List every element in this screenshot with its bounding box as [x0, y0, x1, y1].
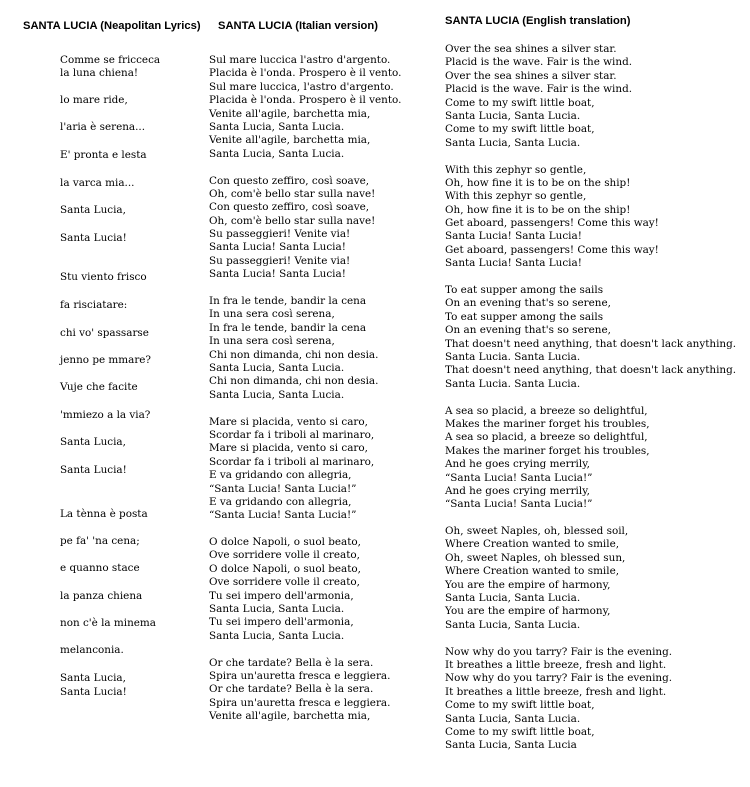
english-line: Where Creation wanted to smile, — [445, 565, 620, 578]
italian-line: Santa Lucia, Santa Lucia. — [209, 361, 345, 374]
english-line: Come to my swift little boat, — [445, 96, 595, 109]
italian-header: SANTA LUCIA (Italian version) — [218, 20, 378, 32]
neapolitan-line: fa risciatare: — [60, 299, 128, 311]
english-column — [445, 43, 736, 753]
english-line: Oh, sweet Naples, oh, blessed soil, — [445, 525, 629, 538]
neapolitan-line: pe fa' 'na cena; — [60, 535, 140, 547]
english-line: To eat supper among the sails — [445, 310, 604, 323]
neapolitan-line: la varca mia... — [60, 177, 135, 189]
english-line: Placid is the wave. Fair is the wind. — [445, 83, 633, 96]
english-line: With this zephyr so gentle, — [445, 190, 587, 203]
english-line: Santa Lucia. Santa Lucia. — [445, 350, 581, 363]
neapolitan-line: la luna chiena! — [60, 67, 139, 79]
english-line: “Santa Lucia! Santa Lucia!” — [445, 498, 593, 511]
italian-line: “Santa Lucia! Santa Lucia!” — [209, 509, 357, 522]
english-line: Over the sea shines a silver star. — [445, 69, 617, 82]
english-line: Santa Lucia. Santa Lucia. — [445, 377, 581, 390]
stanza-gap — [445, 632, 736, 645]
english-line: “Santa Lucia! Santa Lucia!” — [445, 471, 593, 484]
english-line: Over the sea shines a silver star. — [445, 43, 617, 55]
neapolitan-line: melanconia. — [60, 644, 124, 656]
english-line: Santa Lucia, Santa Lucia. — [445, 712, 581, 725]
italian-line: Or che tardate? Bella è la sera. — [209, 656, 374, 669]
italian-line: E va gridando con allegria, — [209, 495, 352, 508]
english-line: Get aboard, passengers! Come this way! — [445, 217, 659, 230]
italian-line: Tu sei impero dell'armonia, — [209, 616, 354, 629]
stanza-gap — [445, 150, 736, 163]
italian-line: Con questo zeffiro, così soave, — [209, 201, 370, 214]
italian-line: Venite all'agile, barchetta mia, — [209, 107, 371, 120]
italian-line: Mare si placida, vento si caro, — [209, 442, 368, 455]
italian-line: Santa Lucia, Santa Lucia. — [209, 388, 345, 401]
english-line: Santa Lucia! Santa Lucia! — [445, 257, 582, 270]
english-line: Santa Lucia, Santa Lucia. — [445, 109, 581, 122]
english-line: Now why do you tarry? Fair is the evening. — [445, 645, 673, 658]
neapolitan-line: Santa Lucia! — [60, 686, 127, 698]
neapolitan-line: l'aria è serena... — [60, 121, 146, 133]
english-line: On an evening that's so serene, — [445, 297, 611, 310]
english-line: Come to my swift little boat, — [445, 699, 595, 712]
italian-line: Santa Lucia! Santa Lucia! — [209, 241, 346, 254]
italian-line: Sul mare luccica, l'astro d'argento. — [209, 80, 394, 93]
italian-line: “Santa Lucia! Santa Lucia!” — [209, 482, 357, 495]
english-line: A sea so placid, a breeze so delightful, — [445, 431, 648, 444]
neapolitan-line: 'mmiezo a la via? — [60, 409, 151, 421]
english-line: Come to my swift little boat, — [445, 725, 595, 738]
italian-column — [209, 54, 401, 724]
italian-line: Sul mare luccica l'astro d'argento. — [209, 54, 391, 66]
english-line: On an evening that's so serene, — [445, 324, 611, 337]
english-line: And he goes crying merrily, — [445, 458, 590, 471]
italian-line: O dolce Napoli, o suol beato, — [209, 536, 361, 549]
english-line: Now why do you tarry? Fair is the evening. — [445, 672, 673, 685]
neapolitan-line: Santa Lucia, — [60, 436, 126, 448]
english-line: Makes the mariner forget his troubles, — [445, 417, 650, 430]
neapolitan-line: Santa Lucia! — [60, 464, 127, 476]
stanza-gap — [209, 282, 401, 295]
english-line: That doesn't need anything, that doesn't lack anything. — [445, 337, 737, 350]
stanza-gap — [209, 523, 401, 536]
italian-line: Con questo zeffiro, così soave, — [209, 174, 370, 187]
neapolitan-line: La tènna è posta — [60, 508, 148, 520]
italian-line: Santa Lucia, Santa Lucia. — [209, 147, 345, 160]
neapolitan-header: SANTA LUCIA (Neapolitan Lyrics) — [23, 20, 201, 32]
neapolitan-line: chi vo' spassarse — [60, 327, 149, 339]
italian-line: Oh, com'è bello star sulla nave! — [209, 214, 376, 227]
italian-line: Scordar fa i triboli al marinaro, — [209, 428, 375, 441]
italian-line: Chi non dimanda, chi non desia. — [209, 348, 379, 361]
italian-line: Spira un'auretta fresca e leggiera. — [209, 669, 391, 682]
italian-line: In una sera così serena, — [209, 335, 335, 348]
italian-line: O dolce Napoli, o suol beato, — [209, 562, 361, 575]
italian-line: Ove sorridere volle il creato, — [209, 549, 360, 562]
english-line: Santa Lucia, Santa Lucia. — [445, 136, 581, 149]
italian-line: Tu sei impero dell'armonia, — [209, 589, 354, 602]
stanza-gap — [445, 391, 736, 404]
english-line: Makes the mariner forget his troubles, — [445, 444, 650, 457]
english-line: Santa Lucia! Santa Lucia! — [445, 230, 582, 243]
english-line: And he goes crying merrily, — [445, 484, 590, 497]
stanza-gap — [209, 161, 401, 174]
english-line: With this zephyr so gentle, — [445, 163, 587, 176]
neapolitan-line: lo mare ride, — [60, 94, 128, 106]
english-line: That doesn't need anything, that doesn't lack anything. — [445, 364, 737, 377]
english-line: Where Creation wanted to smile, — [445, 538, 620, 551]
italian-line: Chi non dimanda, chi non desia. — [209, 375, 379, 388]
stanza-gap — [445, 271, 736, 284]
neapolitan-line: Comme se fricceca — [60, 54, 161, 66]
italian-line: Placida è l'onda. Prospero è il vento. — [209, 94, 402, 107]
italian-line: Santa Lucia, Santa Lucia. — [209, 629, 345, 642]
english-line: You are the empire of harmony, — [445, 578, 611, 591]
italian-line: Venite all'agile, barchetta mia, — [209, 710, 371, 723]
neapolitan-line: Santa Lucia! — [60, 232, 127, 244]
italian-line: E va gridando con allegria, — [209, 469, 352, 482]
italian-line: Scordar fa i triboli al marinaro, — [209, 455, 375, 468]
stanza-gap — [209, 402, 401, 415]
stanza-gap — [445, 512, 736, 525]
italian-line: Santa Lucia! Santa Lucia! — [209, 268, 346, 281]
english-line: It breathes a little breeze, fresh and light. — [445, 658, 667, 671]
italian-line: In una sera così serena, — [209, 308, 335, 321]
neapolitan-line: E' pronta e lesta — [60, 149, 147, 161]
neapolitan-line: non c'è la minema — [60, 617, 156, 629]
italian-line: Venite all'agile, barchetta mia, — [209, 134, 371, 147]
neapolitan-line: Stu viento frisco — [60, 271, 147, 283]
english-line: Come to my swift little boat, — [445, 123, 595, 136]
italian-line: Spira un'auretta fresca e leggiera. — [209, 696, 391, 709]
english-line: Oh, how fine it is to be on the ship! — [445, 203, 631, 216]
italian-line: In fra le tende, bandir la cena — [209, 321, 367, 334]
english-header: SANTA LUCIA (English translation) — [445, 15, 631, 27]
italian-line: Ove sorridere volle il creato, — [209, 576, 360, 589]
italian-line: Santa Lucia, Santa Lucia. — [209, 120, 345, 133]
italian-line: Placida è l'onda. Prospero è il vento. — [209, 67, 402, 80]
neapolitan-line: jenno pe mmare? — [60, 354, 152, 366]
english-line: It breathes a little breeze, fresh and light. — [445, 685, 667, 698]
english-line: Oh, sweet Naples, oh blessed sun, — [445, 551, 626, 564]
italian-line: Su passeggieri! Venite via! — [209, 254, 351, 267]
english-line: You are the empire of harmony, — [445, 605, 611, 618]
italian-line: Mare si placida, vento si caro, — [209, 415, 368, 428]
english-line: To eat supper among the sails — [445, 284, 604, 297]
english-line: Santa Lucia, Santa Lucia. — [445, 618, 581, 631]
italian-line: Or che tardate? Bella è la sera. — [209, 683, 374, 696]
italian-line: Oh, com'è bello star sulla nave! — [209, 187, 376, 200]
italian-line: Su passeggieri! Venite via! — [209, 228, 351, 241]
neapolitan-line: e quanno stace — [60, 562, 140, 574]
english-line: Santa Lucia, Santa Lucia. — [445, 592, 581, 605]
english-line: A sea so placid, a breeze so delightful, — [445, 404, 648, 417]
english-line: Placid is the wave. Fair is the wind. — [445, 56, 633, 69]
neapolitan-line: la panza chiena — [60, 590, 143, 602]
neapolitan-line: Santa Lucia, — [60, 204, 126, 216]
stanza-gap — [209, 643, 401, 656]
english-line: Get aboard, passengers! Come this way! — [445, 243, 659, 256]
neapolitan-line: Vuje che facite — [60, 381, 138, 393]
english-line: Oh, how fine it is to be on the ship! — [445, 176, 631, 189]
neapolitan-line: Santa Lucia, — [60, 672, 126, 684]
italian-line: Santa Lucia, Santa Lucia. — [209, 603, 345, 616]
english-line: Santa Lucia, Santa Lucia — [445, 739, 577, 752]
italian-line: In fra le tende, bandir la cena — [209, 295, 367, 308]
